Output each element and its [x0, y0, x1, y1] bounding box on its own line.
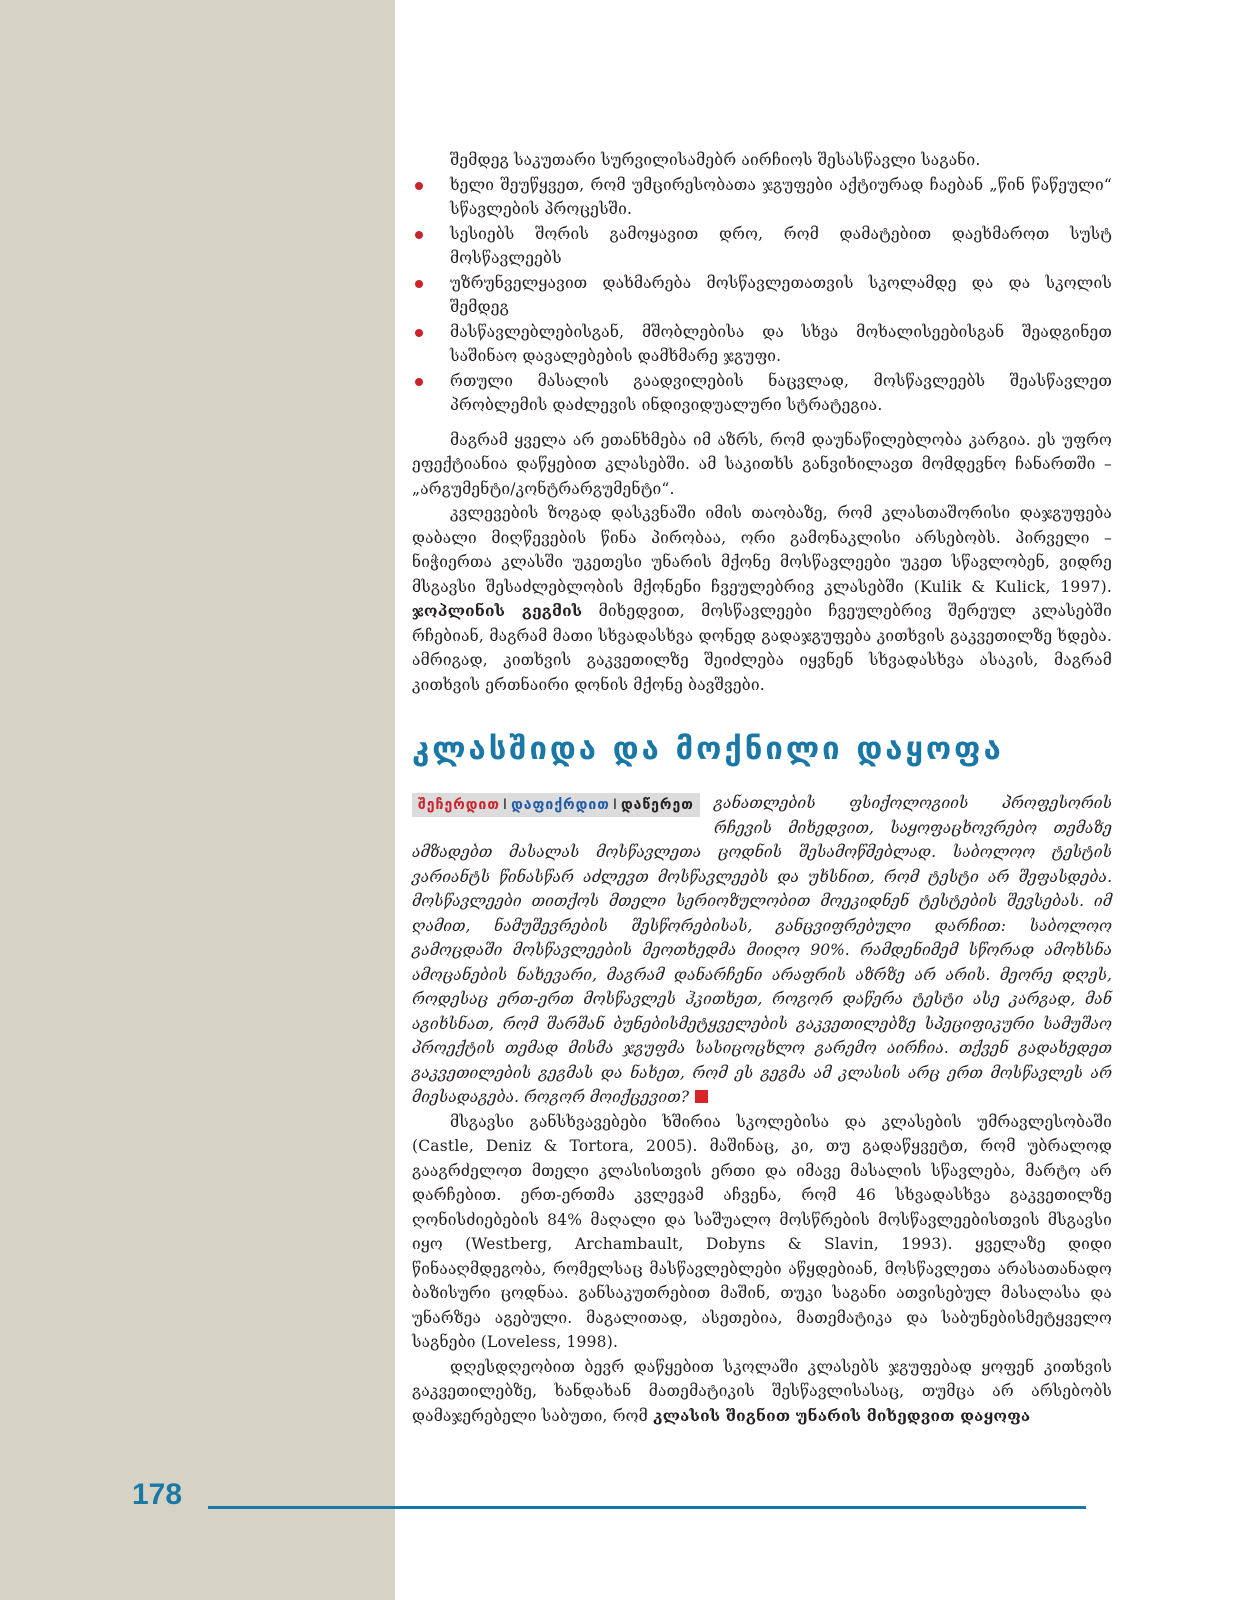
- bullet-icon: [415, 182, 423, 190]
- list-item: [412, 173, 1112, 222]
- end-square-icon: [695, 1090, 708, 1103]
- list-item: [412, 320, 1112, 369]
- tag-write: დაწერეთ: [620, 797, 694, 813]
- list-item: [412, 271, 1112, 320]
- tag-think: დაფიქრდით: [511, 797, 610, 813]
- list-item: [412, 222, 1112, 271]
- paragraph: მსგავსი განსხვავებები ხშირია სკოლებისა და კლასების უმრავლესობაში (Castle, Deniz & Tortora, 2005). მაშინაც, კი, თუ გადაწყვეტთ, რომ უბრალოდ გააგრძელოთ მთელი კლასისთვის ერთი და იმავე მასალის სწავლება, მარტო არ დარჩებით. ერთ-ერთმა კვლევამ აჩვენა, რომ 46 სხვადასხვა გაკვეთილზე ღონისძიებების 84% მაღალი და საშუალო მოსწრების მოსწავლეებისთვის მსგავსი იყო (Westberg, Archambault, Dobyns & Slavin, 1993). ყველაზე დიდი წინააღმდეგობა, რომელსაც მასწავლებლები აწყდებიან, მოსწავლეთა არასათანადო ბაზისური ცოდნაა. განსაკუთრებით მაშინ, თუკი საგანი ათვისებულ მასალასა და უნარზეა აგებული. მაგალითად, ასეთებია, მათემატიკა და საბუნებისმეტყველო საგნები (Loveless, 1998).: [412, 1112, 1112, 1351]
- bullet-icon: [415, 378, 423, 386]
- bold-term: ჯოპლინის გეგმის: [412, 601, 583, 620]
- list-item-text: სესიებს შორის გამოყავით დრო, რომ დამატებით დაეხმაროთ სუსტ მოსწავლეებს: [450, 224, 1112, 267]
- tag-separator: I: [612, 797, 618, 813]
- intro-line: შემდეგ საკუთარი სურვილისამებრ აირჩიოს შესასწავლი საგანი.: [450, 151, 981, 169]
- list-item: [412, 369, 1112, 418]
- footer-rule: [208, 1506, 1086, 1509]
- tag-separator: I: [502, 797, 509, 813]
- bullet-icon: [415, 231, 423, 239]
- paragraph: მაგრამ ყველა არ ეთანხმება იმ აზრს, რომ დაუნაწილებლობა კარგია. ეს უფრო ეფექტიანია დაწყებით კლასებში. ამ საკითხს განვიხილავთ მომდევნო ჩანართში – „არგუმენტი/კონტრარგუმენტი“.: [412, 430, 1112, 498]
- section-heading: კლასშიდა და მოქნილი დაყოფა: [412, 731, 1004, 767]
- page-body: [412, 148, 1112, 1428]
- paragraph-text: კვლევების ზოგად დასკვნაში იმის თაობაზე, რომ კლასთაშორისი დაჯგუფება დაბალი მიღწევების წინა პირობაა, ორი გამონაკლისი არსებობს. პირველი – ნიჭიერთა კლასში უკეთესი უნარის მქონე მოსწავლეები უკეთ სწავლობენ, ვიდრე მსგავსი შესაძლებლობის მქონენი ჩვეულებრივ კლასებში (Kulik & Kulick, 1997).: [412, 504, 1112, 596]
- list-item-text: ხელი შეუწყვეთ, რომ უმცირესობათა ჯგუფები აქტიურად ჩაებან „წინ წაწეული“ სწავლების პროცესში.: [450, 175, 1112, 218]
- feature-text: განათლების ფსიქოლოგიის პროფესორის რჩევის მიხედვით, საყოფაცხოვრებო თემაზე ამზადებთ მასალას მოსწავლეთა ცოდნის შესამოწმებლად. საბოლოო ტესტის ვარიანტს წინასწარ აძლევთ მოსწავლეებს და უხსნით, რომ ტესტი არ შეფასდება. მოსწავლეები თითქოს მთელი სერიოზულობით მოეკიდნენ ტესტების შევსებას. იმ ღამით, ნამუშევრების შესწორებისას, განცვიფრებული დარჩით: საბოლოო გამოცდაში მოსწავლეების მეოთხედმა მიიღო 90%. რამდენიმემ სწორად ამოხსნა ამოცანების ნახევარი, მაგრამ დანარჩენი არაფრის აზრზე არ არის. მეორე დღეს, როდესაც ერთ-ერთ მოსწავლეს ჰკითხეთ, როგორ დაწერა ტესტი ასე კარგად, მან აგიხსნათ, რომ შარშან ბუნებისმეტყველების გაკვეთილებზე სპეციფიკური სამუშაო პროექტის თემად მისმა ჯგუფმა სასიცოცხლო გარემო აირჩია. თქვენ გადახედეთ გაკვეთილების გეგმას და ნახეთ, რომ ეს გეგმა ამ კლასის არც ერთ მოსწავლეს არ მიესადაგება. როგორ მოიქცევით?: [412, 794, 1112, 1106]
- tag-stop: შეჩერდით: [418, 797, 500, 813]
- bold-term: კლასის შიგნით უნარის მიხედვით დაყოფა: [653, 1405, 1031, 1425]
- paragraph: [412, 501, 1112, 697]
- bullet-icon: [415, 280, 423, 288]
- paragraph-text: დღესდღეობით ბევრ დაწყებით სკოლაში კლასებს ჯგუფებად ყოფენ კითხვის გაკვეთილებზე, ხანდახან მათემატიკის შესწავლისასაც, თუმცა არ არსებობს დამაჯერებელი საბუთი, რომ: [412, 1357, 1112, 1425]
- paragraph: [412, 1355, 1112, 1429]
- list-item-text: უზრუნველყავით დახმარება მოსწავლეთათვის სკოლამდე და და სკოლის შემდეგ: [450, 273, 1112, 316]
- page-number: 178: [132, 1478, 183, 1511]
- stop-think-write-box: [412, 791, 1112, 1110]
- page-margin-band: [0, 0, 395, 1600]
- bullet-icon: [415, 329, 423, 337]
- feature-tag: [412, 793, 700, 817]
- list-item-text: მასწავლებლებისგან, მშობლებისა და სხვა მოხალისეებისგან შეადგინეთ საშინაო დავალებების დამხმარე ჯგუფი.: [450, 322, 1112, 365]
- list-item-text: რთული მასალის გაადვილების ნაცვლად, მოსწავლეებს შეასწავლეთ პრობლემის დაძლევის ინდივიდუალური სტრატეგია.: [450, 371, 1112, 414]
- paragraph-text: მიხედვით, მოსწავლეები ჩვეულებრივ შერეულ კლასებში რჩებიან, მაგრამ მათი სხვადასხვა დონედ გადაჯგუფება კითხვის გაკვეთილზე ხდება. ამრიგად, კითხვის გაკვეთილზე შეიძლება იყვნენ სხვადასხვა ასაკის, მაგრამ კითხვის ერთნაირი დონის მქონე ბავშვები.: [412, 602, 1112, 694]
- recommendations-list: [412, 173, 1112, 418]
